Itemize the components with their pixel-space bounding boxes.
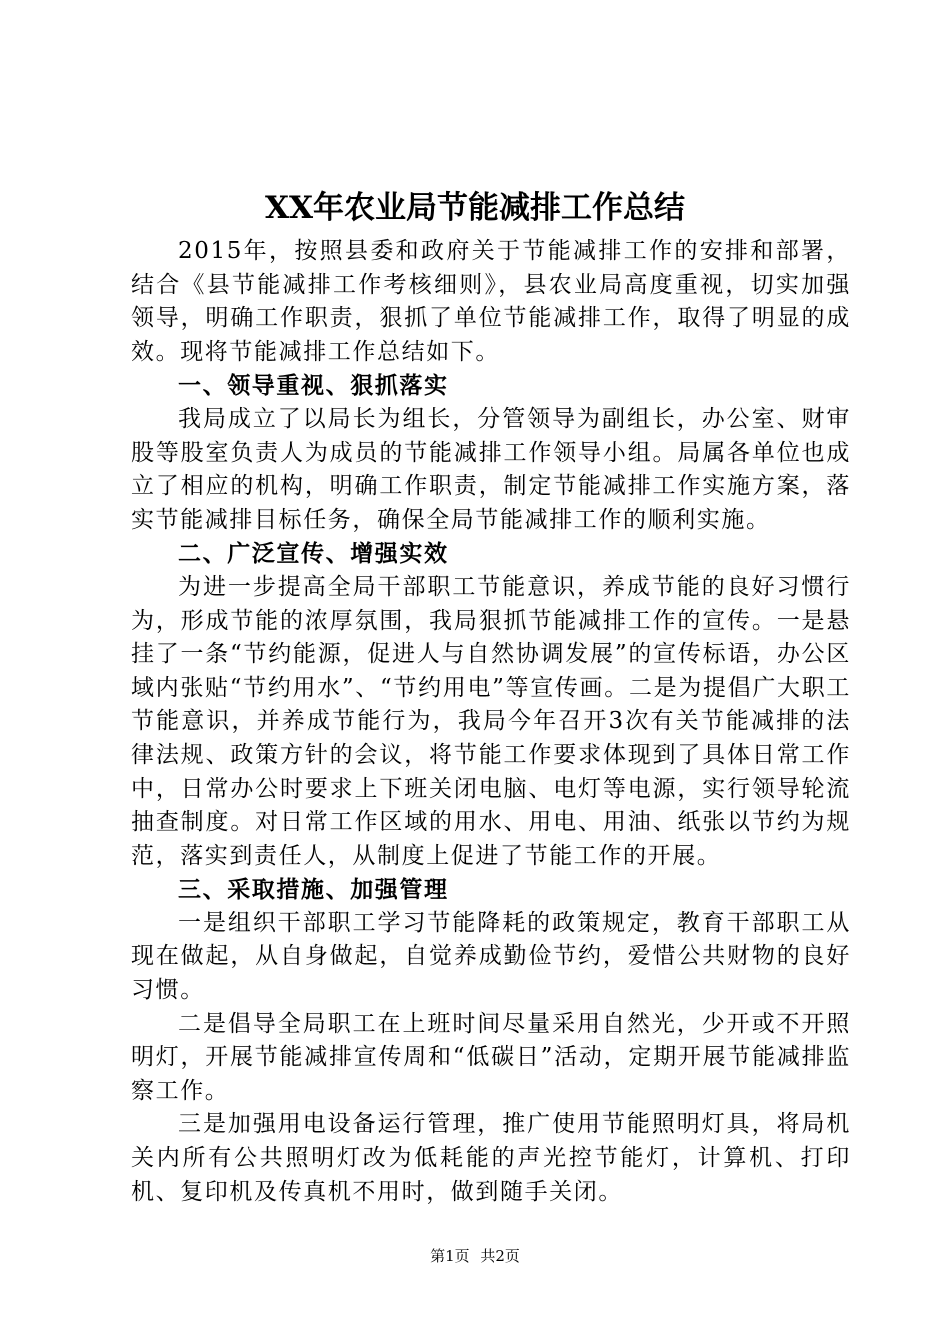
section-3-paragraph-3: 三是加强用电设备运行管理，推广使用节能照明灯具，将局机关内所有公共照明灯改为低耗能的声光控节能灯，计算机、打印机、复印机及传真机不用时，做到随手关闭。 xyxy=(131,1111,851,1205)
section-3-paragraph-2: 二是倡导全局职工在上班时间尽量采用自然光，少开或不开照明灯，开展节能减排宣传周和“低碳日”活动，定期开展节能减排监察工作。 xyxy=(131,1010,851,1104)
section-heading-1: 一、领导重视、狠抓落实 xyxy=(178,372,449,400)
page-footer xyxy=(0,1246,950,1266)
document-body xyxy=(131,235,851,1209)
section-3-paragraph-1: 一是组织干部职工学习节能降耗的政策规定，教育干部职工从现在做起，从自身做起，自觉养成勤俭节约，爱惜公共财物的良好习惯。 xyxy=(131,909,851,1004)
section-heading-3: 三、采取措施、加强管理 xyxy=(178,876,449,904)
page-total: 共2页 xyxy=(480,1247,520,1265)
intro-paragraph: 2015年，按照县委和政府关于节能减排工作的安排和部署，结合《县节能减排工作考核细则》，县农业局高度重视，切实加强领导，明确工作职责，狠抓了单位节能减排工作，取得了明显的成效。现将节能减排工作总结如下。 xyxy=(131,238,851,365)
page-number: 第1页 xyxy=(430,1247,470,1265)
section-2-paragraph: 为进一步提高全局干部职工节能意识，养成节能的良好习惯行为，形成节能的浓厚氛围，我局狠抓节能减排工作的宣传。一是悬挂了一条“节约能源，促进人与自然协调发展”的宣传标语，办公区域内张贴“节约用水”、“节约用电”等宣传画。二是为提倡广大职工节能意识，并养成节能行为，我局今年召开3次有关节能减排的法律法规、政策方针的会议，将节能工作要求体现到了具体日常工作中，日常办公时要求上下班关闭电脑、电灯等电源，实行领导轮流抽查制度。对日常工作区域的用水、用电、用油、纸张以节约为规范，落实到责任人，从制度上促进了节能工作的开展。 xyxy=(131,573,851,869)
section-heading-2: 二、广泛宣传、增强实效 xyxy=(178,540,449,568)
section-1-paragraph: 我局成立了以局长为组长，分管领导为副组长，办公室、财审股等股室负责人为成员的节能减排工作领导小组。局属各单位也成立了相应的机构，明确工作职责，制定节能减排工作实施方案，落实节能减排目标任务，确保全局节能减排工作的顺利实施。 xyxy=(131,405,851,533)
page-title: XX年农业局节能减排工作总结 xyxy=(264,190,686,226)
